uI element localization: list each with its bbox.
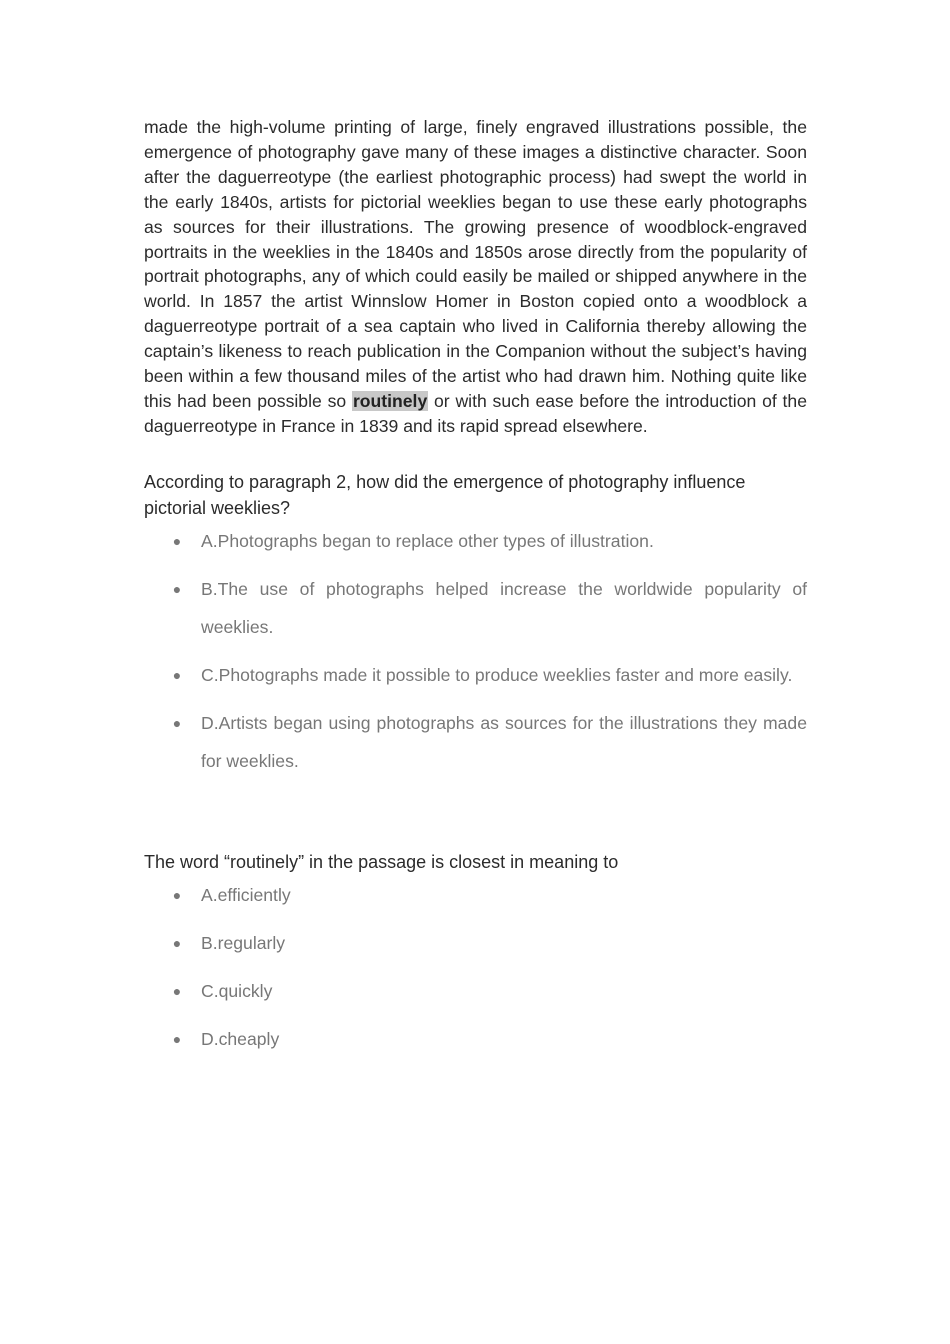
question-1-options [144, 522, 807, 781]
bullet-icon: ● [172, 532, 182, 549]
document-page [144, 0, 807, 1067]
question-1-option-c[interactable] [144, 656, 807, 694]
bullet-icon: ● [172, 714, 182, 731]
option-label: C.Photographs made it possible to produce weeklies faster and more easily. [201, 664, 793, 685]
question-2-option-d[interactable] [144, 1020, 807, 1058]
question-1-option-a[interactable] [144, 522, 807, 560]
passage-text-after: or with such ease before the introduction of the daguerreotype in France in 1839 and its rapid spread elsewhere. [144, 390, 807, 436]
option-label: B.regularly [201, 932, 286, 953]
passage-paragraph [144, 0, 807, 439]
question-2-options [144, 876, 807, 1058]
option-label: B.The use of photographs helped increase the worldwide popularity of weeklies. [201, 578, 807, 637]
question-1-text: According to paragraph 2, how did the emergence of photography influence pictorial weeklies? [144, 471, 746, 519]
bullet-icon: ● [172, 934, 182, 951]
bullet-icon: ● [172, 886, 182, 903]
option-label: C.quickly [201, 980, 273, 1001]
question-1-option-b[interactable] [144, 570, 807, 647]
option-label: D.Artists began using photographs as sources for the illustrations they made for weeklies. [201, 712, 807, 772]
question-2-option-a[interactable] [144, 876, 807, 914]
bullet-icon: ● [172, 580, 182, 597]
bullet-icon: ● [172, 982, 182, 999]
option-label: A.efficiently [201, 884, 291, 905]
question-2-option-b[interactable] [144, 924, 807, 962]
option-label: A.Photographs began to replace other types of illustration. [201, 530, 654, 551]
question-2-option-c[interactable] [144, 972, 807, 1010]
question-2-text: The word “routinely” in the passage is closest in meaning to [144, 852, 619, 873]
bullet-icon: ● [172, 1030, 182, 1047]
bullet-icon: ● [172, 666, 182, 683]
question-1-option-d[interactable] [144, 704, 807, 781]
passage-text-before: made the high-volume printing of large, finely engraved illustrations possible, the emergence of photography gave many of these images a distinctive character. Soon after the daguerreotype (the earliest photographic process) had swept the world in the early 1840s, artists for pictorial weeklies began to use these early photographs as sources for their illustrations. The growing presence of woodblock-engraved portraits in the weeklies in the 1840s and 1850s arose directly from the popularity of portrait photographs, any of which could easily be mailed or shipped anywhere in the world. In 1857 the artist Winnslow Homer in Boston copied onto a woodblock a daguerreotype portrait of a sea captain who lived in California thereby allowing the captain’s likeness to reach publication in the Companion without the subject’s having been within a few thousand miles of the artist who had drawn him. Nothing quite like this had been possible so [144, 117, 807, 411]
option-label: D.cheaply [201, 1028, 280, 1049]
highlighted-word: routinely [352, 390, 428, 411]
